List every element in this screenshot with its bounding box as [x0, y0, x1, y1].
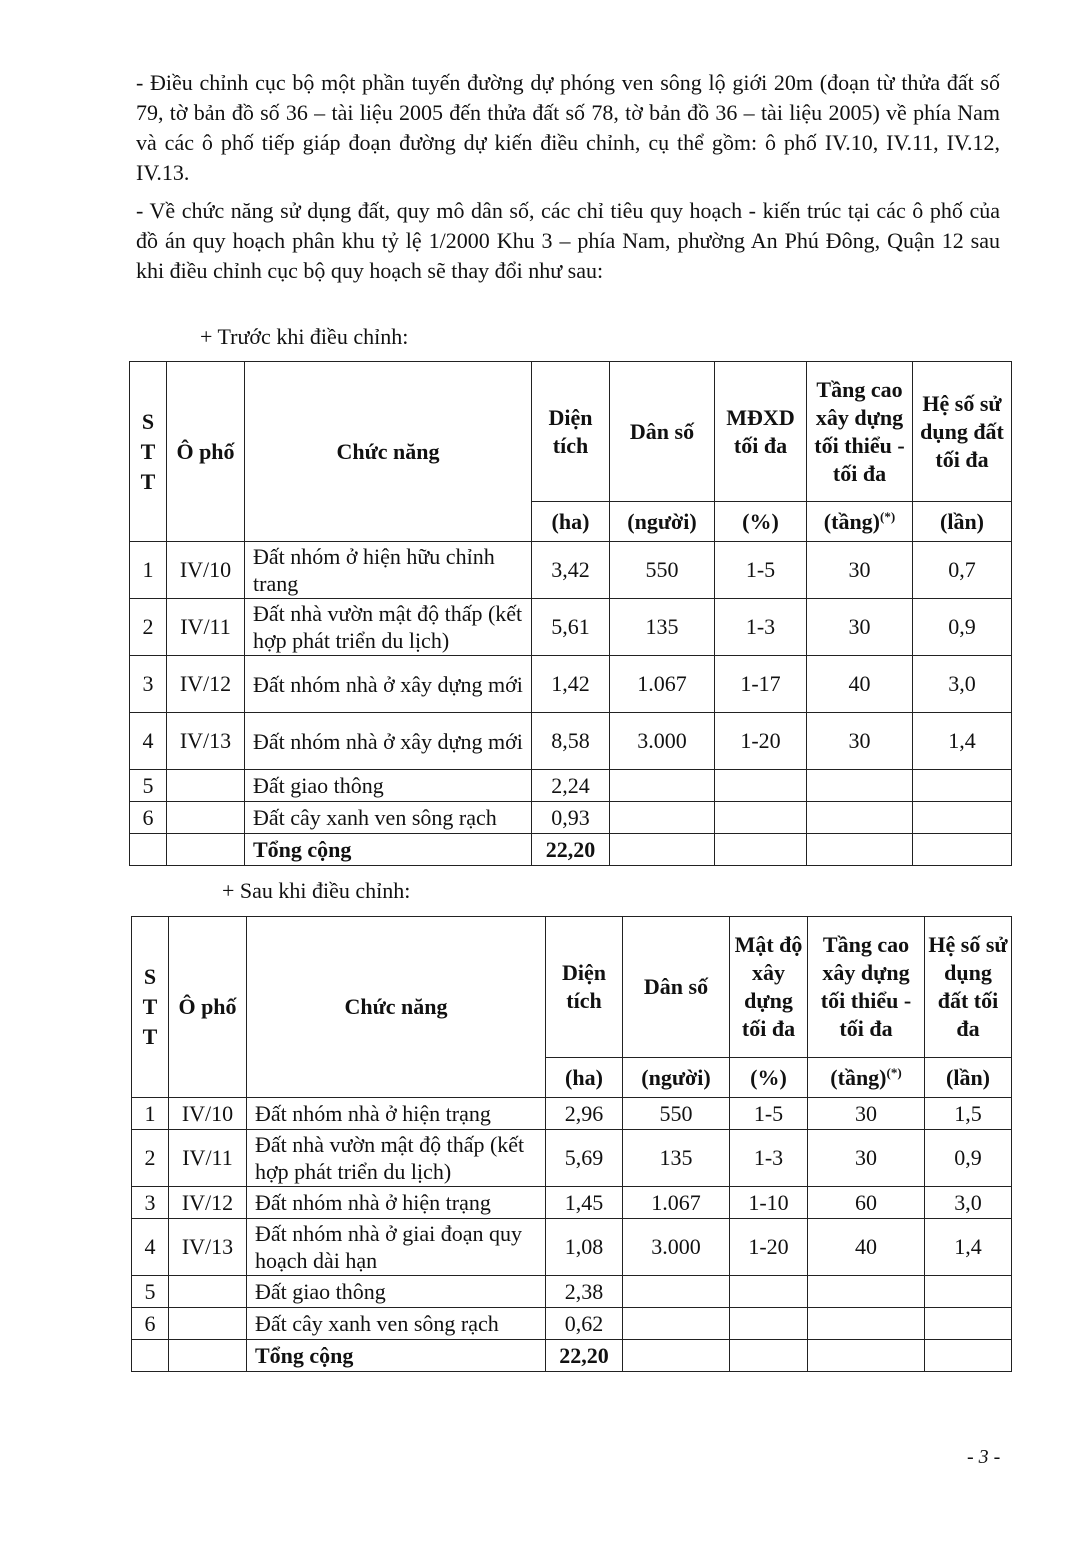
- cell-tang-cao: [808, 1276, 925, 1308]
- cell-dien-tich: 2,38: [546, 1276, 623, 1308]
- cell-o-pho: [167, 834, 245, 866]
- table-header-row: [130, 362, 1012, 502]
- header-dien-tich: Diện tích: [532, 362, 610, 502]
- cell-he-so: [925, 1308, 1012, 1340]
- cell-mdxd: [715, 834, 807, 866]
- cell-chuc-nang: Đất giao thông: [247, 1276, 546, 1308]
- heading-after-adjustment: + Sau khi điều chỉnh:: [222, 878, 411, 903]
- cell-chuc-nang: Đất cây xanh ven sông rạch: [245, 802, 532, 834]
- header-dan-so: Dân số: [610, 362, 715, 502]
- cell-dan-so: [623, 1276, 730, 1308]
- table-row: [130, 802, 1012, 834]
- cell-stt: 4: [130, 713, 167, 770]
- cell-he-so: [925, 1340, 1012, 1372]
- cell-mat-do: [730, 1340, 808, 1372]
- cell-dan-so: [623, 1340, 730, 1372]
- header-chuc-nang: Chức năng: [245, 362, 532, 542]
- cell-o-pho: [169, 1276, 247, 1308]
- unit-mat-do: (%): [730, 1058, 808, 1098]
- cell-tang-cao: 30: [807, 599, 913, 656]
- cell-mat-do: 1-5: [730, 1098, 808, 1130]
- cell-he-so: 3,0: [925, 1187, 1012, 1219]
- cell-tang-cao: [807, 834, 913, 866]
- unit-tang-cao: (tầng)(*): [808, 1058, 925, 1098]
- table-row: [132, 1130, 1012, 1187]
- cell-dien-tich: 3,42: [532, 542, 610, 599]
- cell-dan-so: 135: [610, 599, 715, 656]
- cell-mat-do: [730, 1276, 808, 1308]
- cell-mdxd: 1-3: [715, 599, 807, 656]
- table-after-adjustment: [131, 916, 1012, 1372]
- table-row: [130, 713, 1012, 770]
- cell-o-pho: [169, 1340, 247, 1372]
- total-label: Tổng cộng: [247, 1340, 546, 1372]
- cell-tang-cao: [807, 770, 913, 802]
- cell-mat-do: [730, 1308, 808, 1340]
- cell-dan-so: 1.067: [610, 656, 715, 713]
- cell-dan-so: 3.000: [623, 1219, 730, 1276]
- cell-tang-cao: [808, 1340, 925, 1372]
- unit-mdxd: (%): [715, 502, 807, 542]
- cell-dan-so: 550: [610, 542, 715, 599]
- cell-he-so: 1,4: [925, 1219, 1012, 1276]
- unit-dien-tich: (ha): [546, 1058, 623, 1098]
- header-he-so: Hệ số sử dụng đất tối đa: [925, 917, 1012, 1058]
- cell-dien-tich: 0,93: [532, 802, 610, 834]
- cell-chuc-nang: Đất nhà vườn mật độ thấp (kết hợp phát triển du lịch): [247, 1130, 546, 1187]
- cell-dan-so: [610, 770, 715, 802]
- unit-dan-so: (người): [610, 502, 715, 542]
- cell-dien-tich: 0,62: [546, 1308, 623, 1340]
- cell-o-pho: IV/10: [167, 542, 245, 599]
- header-o-pho: Ô phố: [167, 362, 245, 542]
- cell-o-pho: IV/13: [167, 713, 245, 770]
- cell-o-pho: IV/12: [167, 656, 245, 713]
- cell-o-pho: [169, 1308, 247, 1340]
- cell-dien-tich: 5,61: [532, 599, 610, 656]
- header-o-pho: Ô phố: [169, 917, 247, 1098]
- cell-he-so: 0,9: [925, 1130, 1012, 1187]
- table-row: [130, 770, 1012, 802]
- cell-dien-tich: 2,24: [532, 770, 610, 802]
- heading-before-adjustment: + Trước khi điều chỉnh:: [200, 324, 409, 349]
- cell-stt: [130, 834, 167, 866]
- cell-o-pho: IV/13: [169, 1219, 247, 1276]
- cell-mdxd: 1-5: [715, 542, 807, 599]
- cell-he-so: 0,9: [913, 599, 1012, 656]
- cell-tang-cao: 60: [808, 1187, 925, 1219]
- table-total-row: [130, 834, 1012, 866]
- paragraph-land-use-change: - Về chức năng sử dụng đất, quy mô dân số, các chỉ tiêu quy hoạch - kiến trúc tại các ô phố của đồ án quy hoạch phân khu tỷ lệ 1/2000 Khu 3 – phía Nam, phường An Phú Đông, Quận 12 sau khi điều chỉnh cục bộ quy hoạch sẽ thay đổi như sau:: [136, 198, 1000, 283]
- cell-mat-do: 1-20: [730, 1219, 808, 1276]
- header-chuc-nang: Chức năng: [247, 917, 546, 1098]
- total-dien-tich: 22,20: [532, 834, 610, 866]
- cell-o-pho: [167, 770, 245, 802]
- header-mat-do: Mật độ xây dựng tối đa: [730, 917, 808, 1058]
- page-number: - 3 -: [967, 1446, 1001, 1468]
- header-he-so: Hệ số sử dụng đất tối đa: [913, 362, 1012, 502]
- header-tang-cao: Tầng cao xây dựng tối thiểu - tối đa: [807, 362, 913, 502]
- cell-o-pho: IV/11: [167, 599, 245, 656]
- cell-chuc-nang: Đất giao thông: [245, 770, 532, 802]
- cell-tang-cao: [808, 1308, 925, 1340]
- cell-stt: 6: [130, 802, 167, 834]
- header-dien-tich: Diện tích: [546, 917, 623, 1058]
- cell-stt: 2: [130, 599, 167, 656]
- cell-mat-do: 1-3: [730, 1130, 808, 1187]
- table-row: [132, 1219, 1012, 1276]
- cell-chuc-nang: Đất nhóm nhà ở giai đoạn quy hoạch dài hạn: [247, 1219, 546, 1276]
- cell-he-so: 0,7: [913, 542, 1012, 599]
- cell-chuc-nang: Đất nhóm nhà ở hiện trạng: [247, 1098, 546, 1130]
- cell-mdxd: 1-20: [715, 713, 807, 770]
- cell-dan-so: [610, 802, 715, 834]
- cell-mat-do: 1-10: [730, 1187, 808, 1219]
- cell-he-so: 3,0: [913, 656, 1012, 713]
- cell-stt: 6: [132, 1308, 169, 1340]
- cell-mdxd: [715, 802, 807, 834]
- cell-he-so: 1,4: [913, 713, 1012, 770]
- cell-dan-so: 135: [623, 1130, 730, 1187]
- cell-dien-tich: 5,69: [546, 1130, 623, 1187]
- paragraph-adjustment-road: - Điều chỉnh cục bộ một phần tuyến đường dự phóng ven sông lộ giới 20m (đoạn từ thửa đất số 79, tờ bản đồ số 36 – tài liệu 2005 đến thửa đất số 78, tờ bản đồ 36 – tài liệu 2005) về phía Nam và các ô phố tiếp giáp đoạn đường dự kiến điều chỉnh, cụ thể gồm: ô phố IV.10, IV.11, IV.12, IV.13.: [136, 70, 1000, 185]
- header-dan-so: Dân số: [623, 917, 730, 1058]
- header-mdxd: MĐXD tối đa: [715, 362, 807, 502]
- table-row: [130, 599, 1012, 656]
- cell-stt: 3: [130, 656, 167, 713]
- table-row: [132, 1308, 1012, 1340]
- total-dien-tich: 22,20: [546, 1340, 623, 1372]
- unit-tang-cao: (tầng)(*): [807, 502, 913, 542]
- cell-chuc-nang: Đất nhóm nhà ở xây dựng mới: [245, 713, 532, 770]
- table-row: [130, 542, 1012, 599]
- cell-stt: [132, 1340, 169, 1372]
- cell-stt: 3: [132, 1187, 169, 1219]
- table-row: [132, 1276, 1012, 1308]
- cell-chuc-nang: Đất cây xanh ven sông rạch: [247, 1308, 546, 1340]
- cell-tang-cao: 40: [807, 656, 913, 713]
- cell-tang-cao: 30: [807, 713, 913, 770]
- cell-mdxd: [715, 770, 807, 802]
- cell-dien-tich: 1,45: [546, 1187, 623, 1219]
- cell-tang-cao: 40: [808, 1219, 925, 1276]
- cell-tang-cao: 30: [807, 542, 913, 599]
- cell-chuc-nang: Đất nhóm nhà ở hiện trạng: [247, 1187, 546, 1219]
- cell-o-pho: IV/10: [169, 1098, 247, 1130]
- cell-stt: 4: [132, 1219, 169, 1276]
- header-stt: S T T: [130, 362, 167, 542]
- cell-tang-cao: 30: [808, 1130, 925, 1187]
- cell-o-pho: [167, 802, 245, 834]
- cell-tang-cao: 30: [808, 1098, 925, 1130]
- cell-chuc-nang: Đất nhóm ở hiện hữu chỉnh trang: [245, 542, 532, 599]
- header-stt: S T T: [132, 917, 169, 1098]
- table-row: [130, 656, 1012, 713]
- cell-he-so: [913, 802, 1012, 834]
- total-label: Tổng cộng: [245, 834, 532, 866]
- table-total-row: [132, 1340, 1012, 1372]
- cell-stt: 5: [130, 770, 167, 802]
- header-tang-cao: Tầng cao xây dựng tối thiểu - tối đa: [808, 917, 925, 1058]
- cell-he-so: 1,5: [925, 1098, 1012, 1130]
- cell-stt: 1: [130, 542, 167, 599]
- cell-tang-cao: [807, 802, 913, 834]
- cell-stt: 2: [132, 1130, 169, 1187]
- cell-dan-so: 3.000: [610, 713, 715, 770]
- cell-stt: 1: [132, 1098, 169, 1130]
- cell-o-pho: IV/12: [169, 1187, 247, 1219]
- unit-dien-tich: (ha): [532, 502, 610, 542]
- table-row: [132, 1098, 1012, 1130]
- cell-dien-tich: 2,96: [546, 1098, 623, 1130]
- table-header-row: [132, 917, 1012, 1058]
- cell-dan-so: 550: [623, 1098, 730, 1130]
- cell-he-so: [925, 1276, 1012, 1308]
- unit-he-so: (lần): [913, 502, 1012, 542]
- cell-he-so: [913, 770, 1012, 802]
- table-row: [132, 1187, 1012, 1219]
- cell-dan-so: [610, 834, 715, 866]
- cell-chuc-nang: Đất nhóm nhà ở xây dựng mới: [245, 656, 532, 713]
- cell-dan-so: [623, 1308, 730, 1340]
- cell-dien-tich: 1,08: [546, 1219, 623, 1276]
- cell-stt: 5: [132, 1276, 169, 1308]
- table-before-adjustment: [129, 361, 1012, 866]
- cell-dan-so: 1.067: [623, 1187, 730, 1219]
- cell-mdxd: 1-17: [715, 656, 807, 713]
- cell-chuc-nang: Đất nhà vườn mật độ thấp (kết hợp phát triển du lịch): [245, 599, 532, 656]
- cell-he-so: [913, 834, 1012, 866]
- cell-dien-tich: 8,58: [532, 713, 610, 770]
- cell-dien-tich: 1,42: [532, 656, 610, 713]
- cell-o-pho: IV/11: [169, 1130, 247, 1187]
- unit-dan-so: (người): [623, 1058, 730, 1098]
- unit-he-so: (lần): [925, 1058, 1012, 1098]
